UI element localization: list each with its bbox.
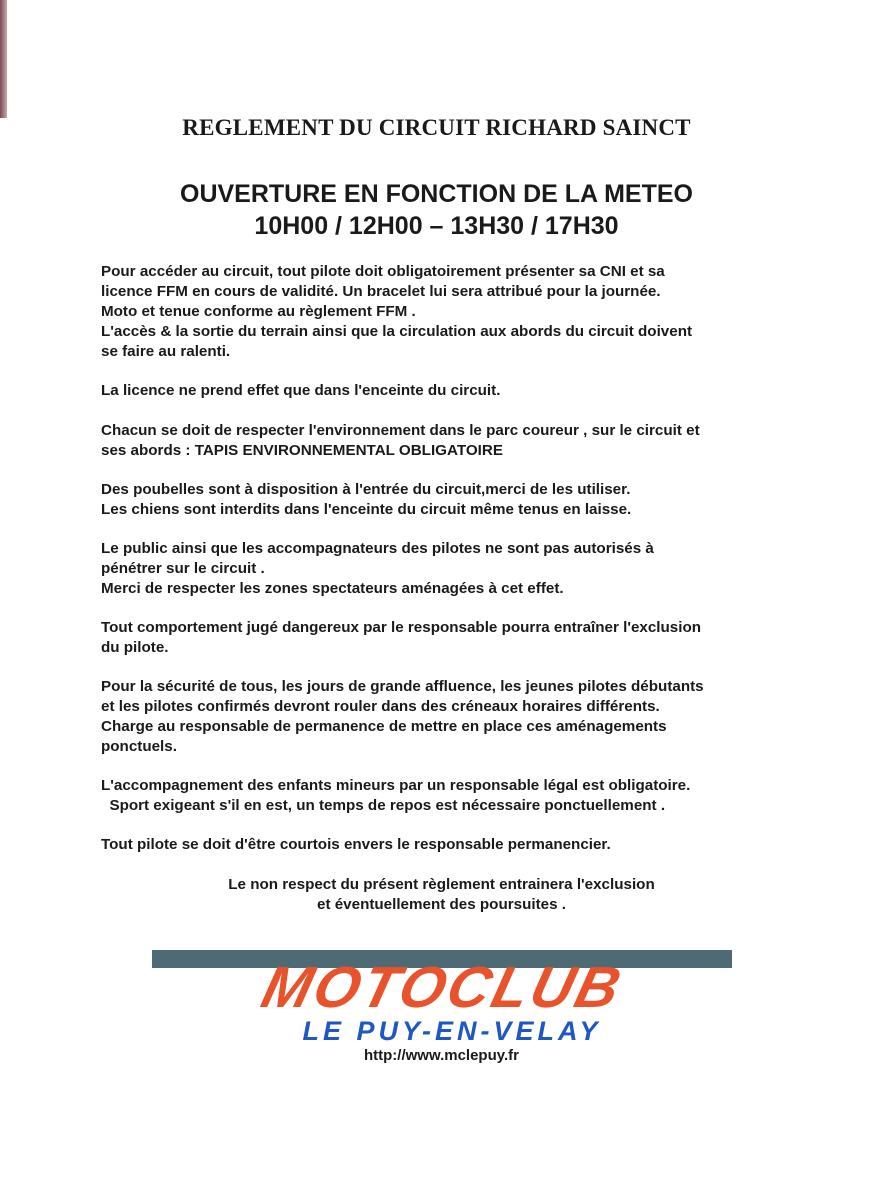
rule-paragraph — [101, 421, 801, 461]
rule-line: Moto et tenue conforme au règlement FFM . — [101, 303, 416, 320]
website-url: http://www.mclepuy.fr — [363, 1047, 519, 1064]
rule-line: La licence ne prend effet que dans l'enceinte du circuit. — [101, 382, 501, 399]
rule-paragraph — [101, 677, 801, 757]
rule-line: Tout pilote se doit d'être courtois envers le responsable permanencier. — [101, 836, 611, 853]
rule-line: Merci de respecter les zones spectateurs aménagées à cet effet. — [101, 580, 564, 597]
rule-line: licence FFM en cours de validité. Un bracelet lui sera attribué pour la journée. — [101, 283, 661, 300]
rule-paragraph — [101, 618, 801, 658]
rule-paragraph — [101, 776, 801, 816]
rule-paragraph — [101, 480, 801, 520]
rule-line: se faire au ralenti. — [101, 343, 231, 360]
rule-line: et les pilotes confirmés devront rouler dans des créneaux horaires différents. — [101, 698, 660, 715]
scan-edge-mark — [0, 0, 7, 118]
rule-line: Charge au responsable de permanence de mettre en place ces aménagements — [101, 718, 667, 735]
rule-line: ponctuels. — [101, 738, 177, 755]
rule-paragraph — [101, 835, 801, 855]
rule-line: L'accès & la sortie du terrain ainsi que la circulation aux abords du circuit doivent — [101, 323, 693, 340]
opening-condition: OUVERTURE EN FONCTION DE LA METEO — [180, 180, 693, 208]
rule-line: Pour accéder au circuit, tout pilote doit obligatoirement présenter sa CNI et sa — [101, 263, 665, 280]
rule-paragraph — [101, 381, 801, 401]
motoclub-logo — [152, 950, 732, 1050]
rule-line: L'accompagnement des enfants mineurs par un responsable légal est obligatoire. — [101, 777, 691, 794]
rule-line: Tout comportement jugé dangereux par le responsable pourra entraîner l'exclusion — [101, 619, 701, 636]
rule-line: Les chiens sont interdits dans l'enceinte du circuit même tenus en laisse. — [101, 501, 632, 518]
rule-line: ses abords : TAPIS ENVIRONNEMENTAL OBLIGATOIRE — [101, 442, 503, 459]
rule-line: pénétrer sur le circuit . — [101, 560, 265, 577]
page-title: REGLEMENT DU CIRCUIT RICHARD SAINCT — [182, 115, 691, 140]
rule-paragraph — [101, 262, 801, 362]
closing-line: Le non respect du présent règlement entrainera l'exclusion — [228, 876, 655, 893]
rule-line: Pour la sécurité de tous, les jours de grande affluence, les jeunes pilotes débutants — [101, 678, 704, 695]
rule-line: Chacun se doit de respecter l'environnement dans le parc coureur , sur le circuit et — [101, 422, 700, 439]
rule-line: Le public ainsi que les accompagnateurs des pilotes ne sont pas autorisés à — [101, 540, 654, 557]
logo-city-text: LE PUY-EN-VELAY — [302, 1016, 602, 1046]
opening-hours: 10H00 / 12H00 – 13H30 / 17H30 — [254, 212, 619, 240]
rule-line: Sport exigeant s'il en est, un temps de repos est nécessaire ponctuellement . — [101, 797, 666, 814]
logo-main-text: MOTOCLUB — [255, 955, 630, 1020]
rule-line: Des poubelles sont à disposition à l'entrée du circuit,merci de les utiliser. — [101, 481, 631, 498]
closing-statement — [0, 875, 873, 915]
rule-paragraph — [101, 539, 801, 599]
closing-line: et éventuellement des poursuites . — [317, 896, 566, 913]
rule-line: du pilote. — [101, 639, 169, 656]
